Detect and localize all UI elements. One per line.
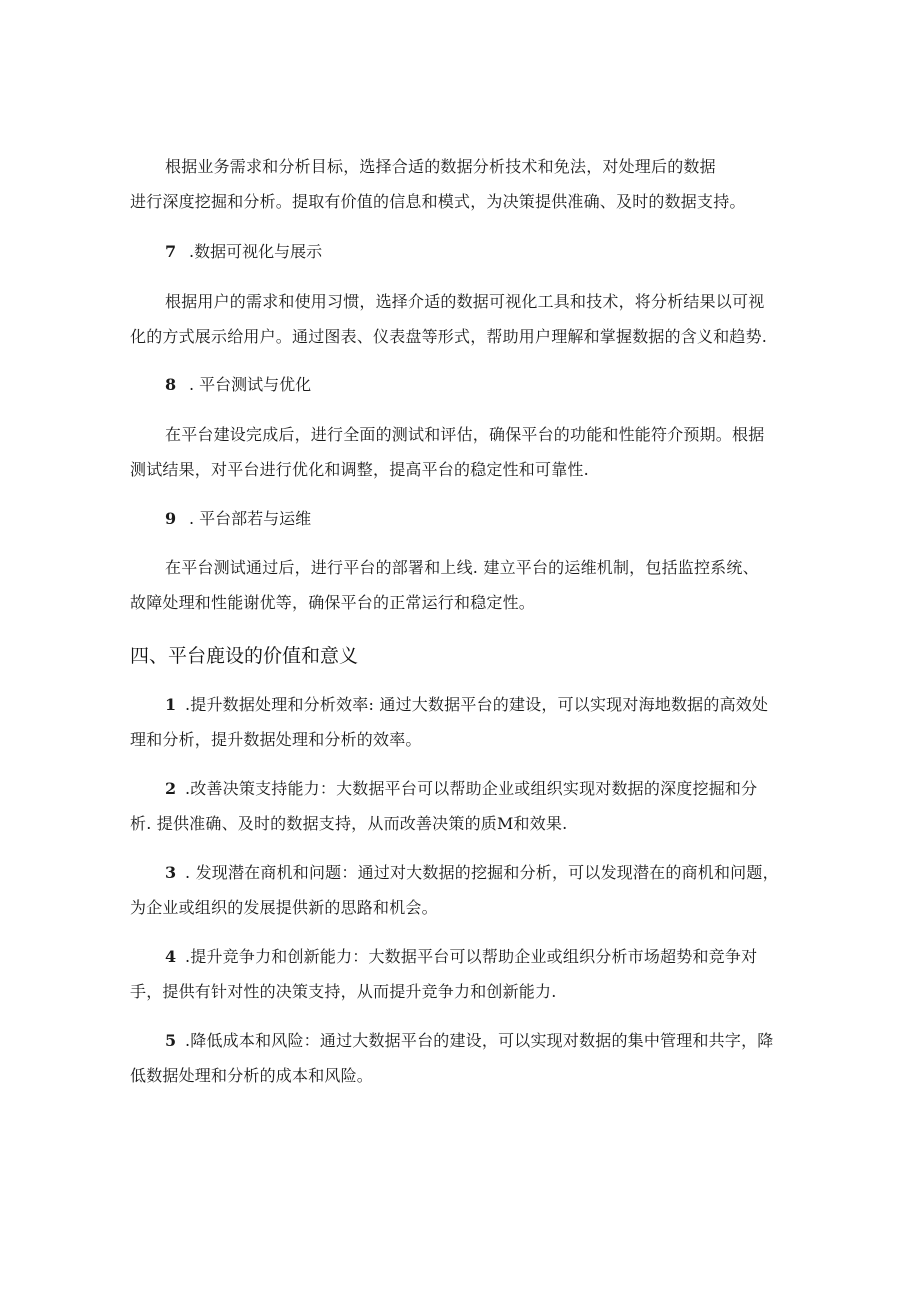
list-item-continuation: 手，提供有针对性的决策支持，从而提升竞争力和创新能力. [130,982,557,1001]
list-item-2 [165,778,757,800]
paragraph-line: 在平台建设完成后，进行全面的测试和评估，确保平台的功能和性能符介预期。根据 [165,425,765,444]
list-item-text: .改善决策支持能力：大数据平台可以帮助企业或组织实现对数据的深度挖掘和分 [185,779,758,798]
paragraph-line: 根据业务需求和分析目标，选择合适的数据分析技术和免法，对处理后的数据 [165,157,716,176]
list-item-4 [165,946,757,968]
subheading-number: 9 [165,509,177,528]
subheading-8 [165,374,311,396]
paragraph-line: 在平台测试通过后，进行平台的部署和上线. 建立平台的运维机制，包括监控系统、 [165,558,759,577]
paragraph-line: 测试结果，对平台进行优化和调整，提高平台的稳定性和可靠性. [130,460,589,479]
list-item-text: . 发现潜在商机和问题：通过对大数据的挖掘和分析，可以发现潜在的商机和问题， [185,863,779,882]
list-item-3 [165,862,779,884]
subheading-7 [165,241,322,263]
list-item-text: .提升数据处理和分析效率: 通过大数据平台的建设，可以实现对海地数据的高效处 [185,695,769,714]
list-item-number: 2 [165,779,177,798]
list-item-text: .降低成本和风险：通过大数据平台的建设，可以实现对数据的集中管理和共字，降 [185,1031,774,1050]
list-item-text: .提升竞争力和创新能力：大数据平台可以帮助企业或组织分析市场超势和竞争对 [185,947,758,966]
list-item-continuation: 析. 提供准确、及时的数据支持，从而改善决策的质M和效果. [130,814,568,833]
list-item-1 [165,694,768,716]
subheading-text: . 平台测试与优化 [189,375,312,394]
paragraph-line: 故障处理和性能谢优等，确保平台的正常运行和稳定性。 [130,593,536,612]
paragraph-line: 化的方式展示给用户。通过图表、仪表盘等形式，帮助用户理解和掌握数据的含义和趋势. [130,327,768,346]
subheading-9 [165,508,311,530]
list-item-continuation: 理和分析，提升数据处理和分析的效率。 [130,730,422,749]
list-item-number: 4 [165,947,177,966]
paragraph-line: 进行深度挖掘和分析。提取有价值的信息和模式，为决策提供准确、及时的数据支持。 [130,192,746,211]
subheading-number: 8 [165,375,177,394]
list-item-5 [165,1030,774,1052]
subheading-number: 7 [165,242,177,261]
subheading-text: .数据可视化与展示 [189,242,323,261]
list-item-number: 1 [165,695,177,714]
paragraph-line: 根据用户的需求和使用习惯，选择介适的数据可视化工具和技术，将分析结果以可视 [165,292,765,311]
subheading-text: . 平台部若与运维 [189,509,312,528]
section-title: 四、平台鹿设的价值和意义 [130,645,359,667]
list-item-continuation: 低数据处理和分析的成本和风险。 [130,1066,374,1085]
list-item-number: 3 [165,863,177,882]
list-item-number: 5 [165,1031,177,1050]
list-item-continuation: 为企业或组织的发展提供新的思路和机会。 [130,898,438,917]
